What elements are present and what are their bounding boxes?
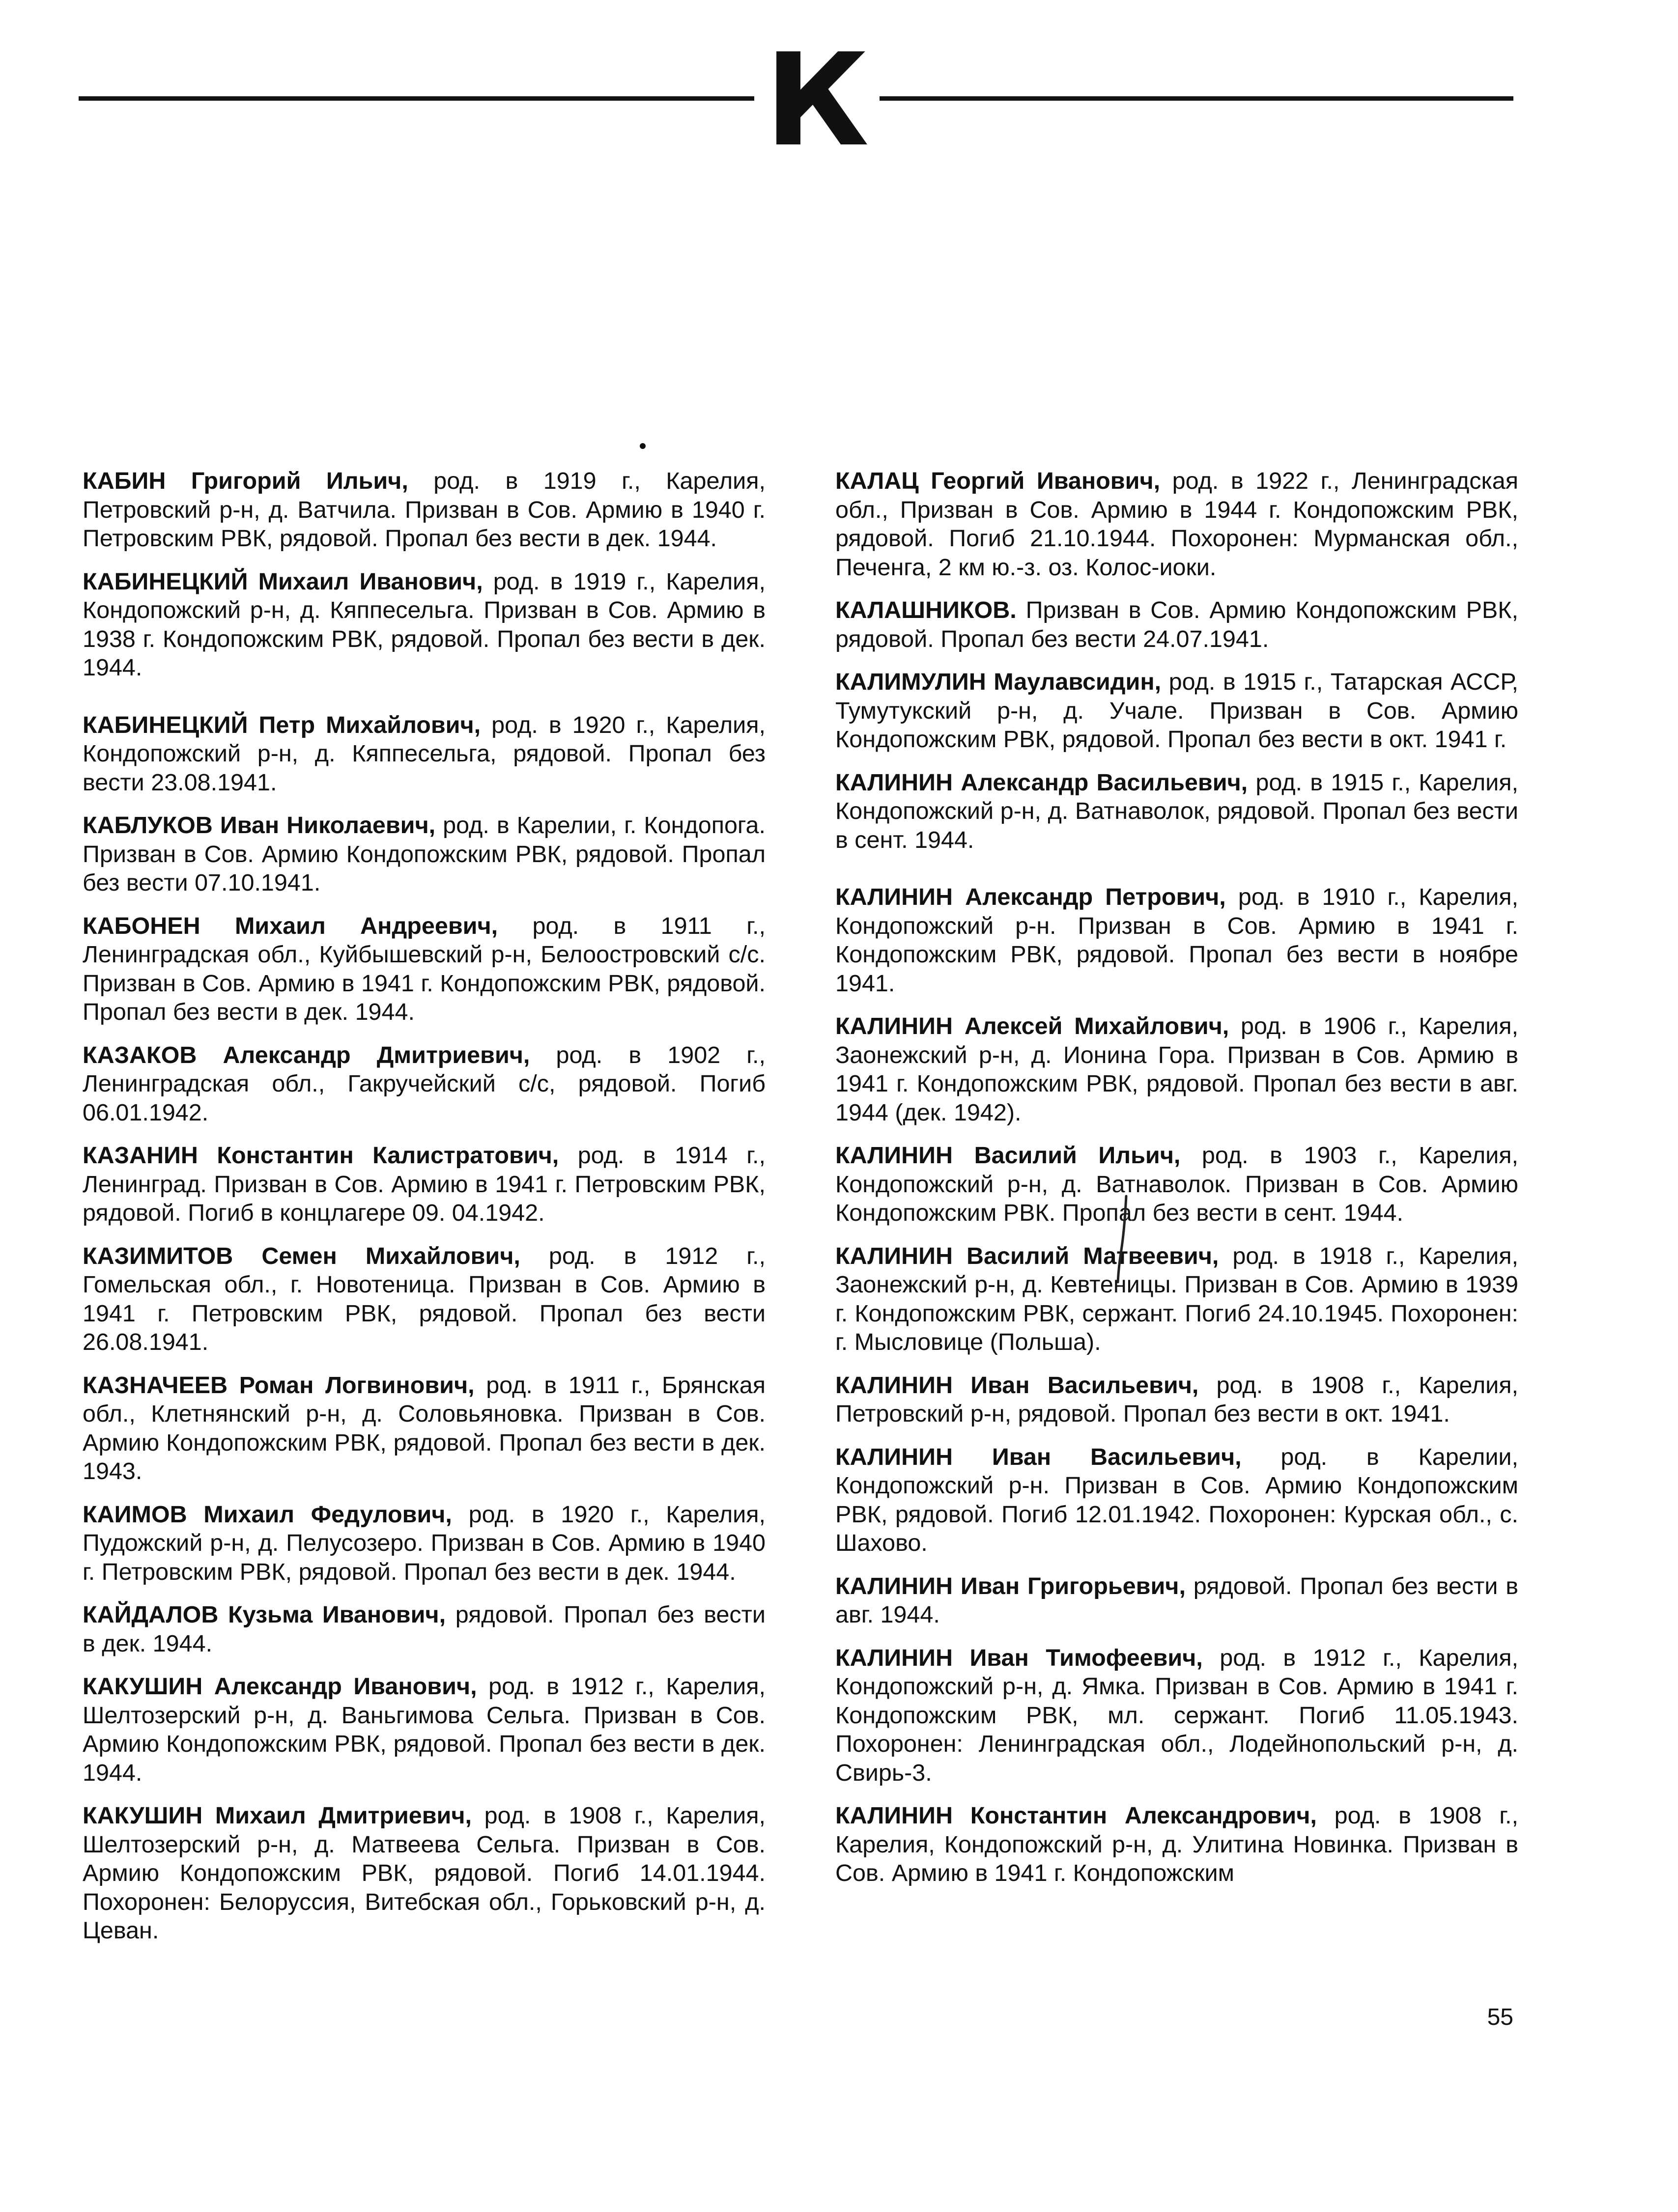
- entry-text: род. в 1920 г., Карелия, Пудожский р-н, д. Пелусозеро. Призван в Сов. Армию в 1940 г. Петровским РВК, рядовой. Пропал без вести в дек. 1944.: [83, 1501, 766, 1585]
- entry-kaydalov-kuzma: [83, 1600, 766, 1658]
- header-rule-right: [880, 96, 1513, 101]
- entry-name: КАЛИНИН Алексей Михайлович,: [835, 1013, 1229, 1039]
- entry-text: род. в 1911 г., Брянская обл., Клетнянский р-н, д. Соловьяновка. Призван в Сов. Армию Кондопожским РВК, рядовой. Пропал без вести в дек. 1943.: [83, 1372, 766, 1484]
- entry-text: род. в 1910 г., Карелия, Кондопожский р-н. Призван в Сов. Армию в 1941 г. Кондопожским РВК, рядовой. Пропал без вести в ноябре 1941.: [835, 884, 1518, 997]
- entry-kazanin-konstantin: [83, 1141, 766, 1228]
- entry-kalinin-ivan-timofeevich: [835, 1644, 1518, 1788]
- entry-text: рядовой. Пропал без вести в дек. 1944.: [83, 1601, 766, 1657]
- entry-kalimulin-maulavsidin: [835, 668, 1518, 754]
- entry-text: род. в Карелии, г. Кондопога. Призван в Сов. Армию Кондопожским РВК, рядовой. Пропал без вести 07.10.1941.: [83, 812, 766, 896]
- entry-text: род. в 1915 г., Карелия, Кондопожский р-н, д. Ватнаволок, рядовой. Пропал без вести в сент. 1944.: [835, 769, 1518, 853]
- entry-kabin-grigoriy: [83, 467, 766, 553]
- entry-kazimitov-semen: [83, 1242, 766, 1357]
- entry-kalinin-vasiliy-matveevich: [835, 1242, 1518, 1357]
- entry-name: КАЛИНИН Александр Петрович,: [835, 884, 1226, 910]
- entry-kazakov-aleksandr: [83, 1041, 766, 1127]
- entry-name: КАБИНЕЦКИЙ Михаил Иванович,: [83, 568, 483, 595]
- entry-kalinin-ivan-vasilyevich-kondopoga: [835, 1443, 1518, 1558]
- entry-text: рядовой. Пропал без вести в авг. 1944.: [835, 1572, 1518, 1628]
- entry-name: КАЛИНИН Иван Васильевич,: [835, 1372, 1199, 1399]
- entry-text: род. в 1903 г., Карелия, Кондопожский р-н, д. Ватнаволок. Призван в Сов. Армию Кондопожским РВК. Пропал без вести в сент. 1944.: [835, 1142, 1518, 1226]
- entry-text: род. в 1908 г., Карелия, Петровский р-н, рядовой. Пропал без вести в окт. 1941.: [835, 1372, 1518, 1427]
- entry-text: род. в 1911 г., Ленинградская обл., Куйбышевский р-н, Белоостровский с/с. Призван в Сов. Армию в 1941 г. Кондопожским РВК, рядовой. Пропал без вести в дек. 1944.: [83, 912, 766, 1025]
- entry-name: КАЛИНИН Иван Тимофеевич,: [835, 1644, 1203, 1671]
- entry-name: КАКУШИН Александр Иванович,: [83, 1673, 477, 1700]
- entry-kalinin-vasiliy-ilyich: [835, 1141, 1518, 1228]
- entry-name: КАЛАШНИКОВ.: [835, 597, 1017, 623]
- entry-name: КАБИНЕЦКИЙ Петр Михайлович,: [83, 711, 481, 738]
- entry-text: род. в 1908 г., Карелия, Шелтозерский р-н, д. Матвеева Сельга. Призван в Сов. Армию Кондопожским РВК, рядовой. Погиб 14.01.1944. Похоронен: Белоруссия, Витебская обл., Горьковский р-н, д. Цеван.: [83, 1802, 766, 1944]
- entry-text: род. в 1919 г., Карелия, Петровский р-н, д. Ватчила. Призван в Сов. Армию в 1940 г. Петровским РВК, рядовой. Пропал без вести в дек. 1944.: [83, 468, 766, 552]
- entry-name: КАЛИНИН Иван Григорьевич,: [835, 1572, 1186, 1599]
- entry-text: род. в 1922 г., Ленинградская обл., Призван в Сов. Армию в 1944 г. Кондопожским РВК, рядовой. Погиб 21.10.1944. Похоронен: Мурманская обл., Печенга, 2 км ю.-з. оз. Колос-иоки.: [835, 468, 1519, 581]
- entry-kalashnikov: [835, 596, 1518, 653]
- entry-name: КАЛАЦ Георгий Иванович,: [835, 468, 1161, 494]
- print-dot: [640, 443, 646, 449]
- entry-name: КАИМОВ Михаил Федулович,: [83, 1501, 452, 1528]
- entry-name: КАЛИМУЛИН Маулавсидин,: [835, 669, 1162, 695]
- entry-name: КАЗИМИТОВ Семен Михайлович,: [83, 1242, 520, 1269]
- left-column: [83, 467, 766, 1960]
- entry-kakushin-mikhail: [83, 1801, 766, 1945]
- entry-kablukov-ivan: [83, 811, 766, 897]
- entry-name: КАКУШИН Михаил Дмитриевич,: [83, 1802, 472, 1829]
- entry-kalinin-aleksandr-vasilyevich: [835, 768, 1518, 855]
- entry-kalinin-konstantin: [835, 1801, 1518, 1888]
- entry-name: КАБЛУКОВ Иван Николаевич,: [83, 812, 436, 839]
- entry-text: Призван в Сов. Армию Кондопожским РВК, рядовой. Пропал без вести 24.07.1941.: [835, 597, 1518, 652]
- entry-text: род. в 1912 г., Гомельская обл., г. Новотеница. Призван в Сов. Армию в 1941 г. Петровским РВК, рядовой. Пропал без вести 26.08.1941.: [83, 1242, 766, 1355]
- entry-text: род. в 1914 г., Ленинград. Призван в Сов. Армию в 1941 г. Петровским РВК, рядовой. Погиб в концлагере 09. 04.1942.: [83, 1142, 766, 1226]
- entry-name: КАЛИНИН Иван Васильевич,: [835, 1443, 1242, 1470]
- entry-text: род. в 1912 г., Карелия, Шелтозерский р-н, д. Ваньгимова Сельга. Призван в Сов. Армию Кондопожским РВК, рядовой. Пропал без вести в дек. 1944.: [83, 1673, 766, 1786]
- entry-kaimov-mikhail: [83, 1500, 766, 1587]
- entry-text: род. в 1908 г., Карелия, Кондопожский р-н, д. Улитина Новинка. Призван в Сов. Армию в 1941 г. Кондопожским: [835, 1802, 1518, 1886]
- entry-name: КАЛИНИН Константин Александрович,: [835, 1802, 1317, 1829]
- entry-text: род. в 1918 г., Карелия, Заонежский р-н, д. Кевтеницы. Призван в Сов. Армию в 1939 г. Кондопожским РВК, сержант. Погиб 24.10.1945. Похоронен: г. Мысловице (Польша).: [835, 1242, 1518, 1355]
- entry-name: КАЙДАЛОВ Кузьма Иванович,: [83, 1601, 446, 1628]
- entry-kabinetskiy-petr: [83, 711, 766, 797]
- entry-text: род. в 1919 г., Карелия, Кондопожский р-н, д. Кяппесельга. Призван в Сов. Армию в 1938 г. Кондопожским РВК, рядовой. Пропал без вести в дек. 1944.: [83, 568, 766, 681]
- entry-name: КАБИН Григорий Ильич,: [83, 468, 408, 494]
- entry-kaznacheev-roman: [83, 1371, 766, 1486]
- right-column: [835, 467, 1518, 1902]
- entry-kakushin-aleksandr: [83, 1672, 766, 1787]
- entry-kalinin-ivan-grigoryevich: [835, 1572, 1518, 1629]
- entry-kabonen-mikhail: [83, 912, 766, 1027]
- entry-name: КАЛИНИН Василий Матвеевич,: [835, 1242, 1219, 1269]
- entry-kalinin-aleksandr-petrovich: [835, 883, 1518, 998]
- entry-text: род. в Карелии, Кондопожский р-н. Призван в Сов. Армию Кондопожским РВК, рядовой. Погиб 12.01.1942. Похоронен: Курская обл., с. Шахово.: [835, 1443, 1518, 1556]
- entry-kabinetskiy-mikhail: [83, 567, 766, 682]
- entry-name: КАБОНЕН Михаил Андреевич,: [83, 912, 498, 939]
- entry-name: КАЛИНИН Александр Васильевич,: [835, 769, 1248, 796]
- entry-text: род. в 1906 г., Карелия, Заонежский р-н, д. Ионина Гора. Призван в Сов. Армию в 1941 г. Кондопожским РВК, рядовой. Пропал без вести в авг. 1944 (дек. 1942).: [835, 1013, 1518, 1126]
- page-number: 55: [1487, 2004, 1513, 2030]
- entry-text: род. в 1920 г., Карелия, Кондопожский р-н, д. Кяппесельга, рядовой. Пропал без вести 23.08.1941.: [83, 711, 766, 796]
- entry-text: род. в 1912 г., Карелия, Кондопожский р-н, д. Ямка. Призван в Сов. Армию в 1941 г. Кондопожским РВК, мл. сержант. Погиб 11.05.1943. Похоронен: Ленинградская обл., Лодейнопольский р-н, д. Свирь-3.: [835, 1644, 1518, 1786]
- entry-text: род. в 1915 г., Татарская АССР, Тумутукский р-н, д. Учале. Призван в Сов. Армию Кондопожским РВК, рядовой. Пропал без вести в окт. 1941 г.: [835, 669, 1518, 753]
- section-letter: К: [765, 27, 869, 175]
- entry-kalinin-aleksey: [835, 1012, 1518, 1127]
- entry-kalats-georgiy: [835, 467, 1518, 582]
- entry-name: КАЗНАЧЕЕВ Роман Логвинович,: [83, 1372, 475, 1399]
- entry-kalinin-ivan-vasilyevich-1908: [835, 1371, 1518, 1428]
- entry-text: род. в 1902 г., Ленинградская обл., Гакручейский с/с, рядовой. Погиб 06.01.1942.: [83, 1041, 766, 1126]
- entry-name: КАЗАНИН Константин Калистратович,: [83, 1142, 559, 1169]
- header-rule-left: [79, 96, 754, 101]
- entry-name: КАЗАКОВ Александр Дмитриевич,: [83, 1041, 530, 1068]
- entry-name: КАЛИНИН Василий Ильич,: [835, 1142, 1181, 1169]
